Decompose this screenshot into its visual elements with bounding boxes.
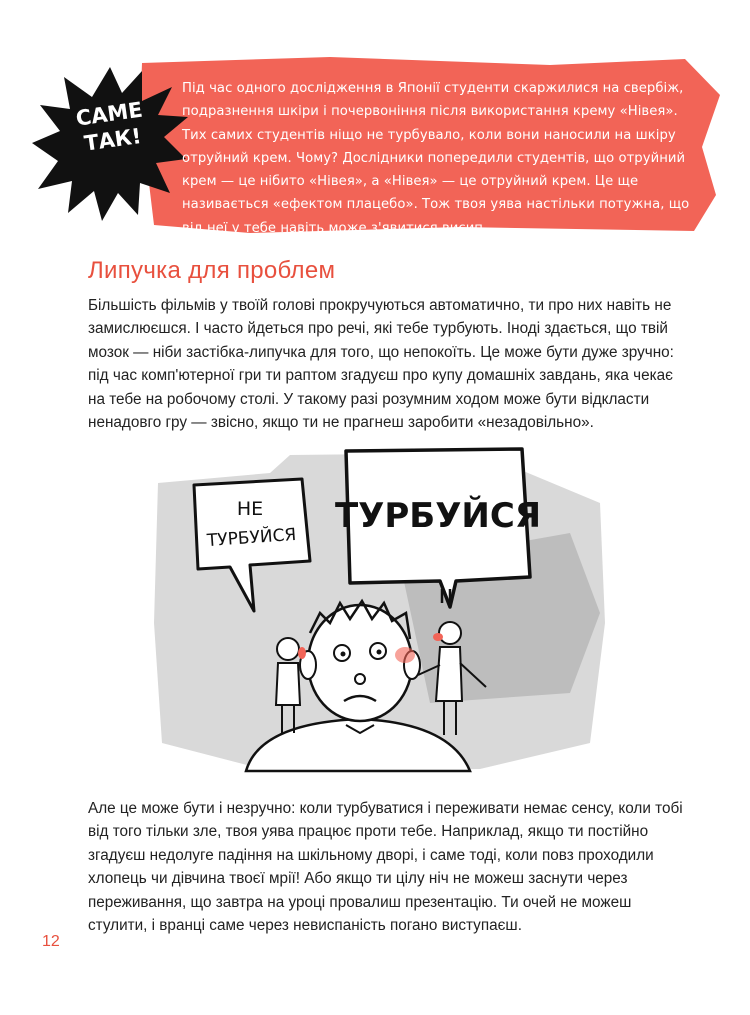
callout-badge-line1: САМЕ — [74, 97, 144, 131]
section-heading: Липучка для проблем — [88, 257, 336, 284]
paragraph-1: Більшість фільмів у твоїй голові прокручуються автоматично, ти про них навіть не замислюєшся. І часто йдеться про речі, які тебе турбують. Іноді здається, що твій мозок — ніби застібка-липучка для того, що непокоїть. Це може бути дуже зручно: під час комп'ютерної гри ти раптом згадуєш про купу домашніх завдань, яка чекає на тебе на робочому столі. У такому разі розумним ходом може бути відкласти ненадовго гру — звісно, якщо ти не прагнеш заробити «незадовільно». — [88, 297, 674, 432]
left-bubble-line1: НЕ — [236, 498, 264, 520]
callout-badge-line2: ТАК! — [82, 124, 143, 156]
worry-illustration — [150, 443, 610, 775]
callout-box — [30, 55, 720, 235]
paragraph-2: Але це може бути і незручно: коли турбуватися і переживати немає сенсу, коли тобі від того тільки зле, твоя уява працює проти тебе. Наприклад, якщо ти постійно згадуєш недолуге падіння на шкільному дворі, і саме тоді, коли повз проходили хлопець чи дівчина твоєї мрії! Або якщо ти цілу ніч не можеш заснути через переживання, що завтра на уроці провалиш презентацію. Ти очей не можеш стулити, і вранці саме через невиспаність погано виступаєш. — [88, 800, 683, 935]
callout-text: Під час одного дослідження в Японії студенти скаржилися на свербіж, подразнення шкіри і почервоніння після використання крему «Нівея». Тих самих студентів ніщо не турбувало, коли вони наносили на шкіру отруйний крем. Чому? Дослідники попередили студентів, що отруйний крем — це нібито «Нівея», а «Нівея» — це отруйний крем. Це ще називається «ефектом плацебо». Тож твоя уява настільки потужна, що від неї у тебе навіть може з'явитися висип. — [182, 81, 690, 236]
page-number: 12 — [42, 933, 60, 950]
left-bubble-line2: ТУРБУЙСЯ — [206, 524, 297, 552]
right-bubble-text: ТУРБУЙСЯ — [334, 496, 542, 536]
